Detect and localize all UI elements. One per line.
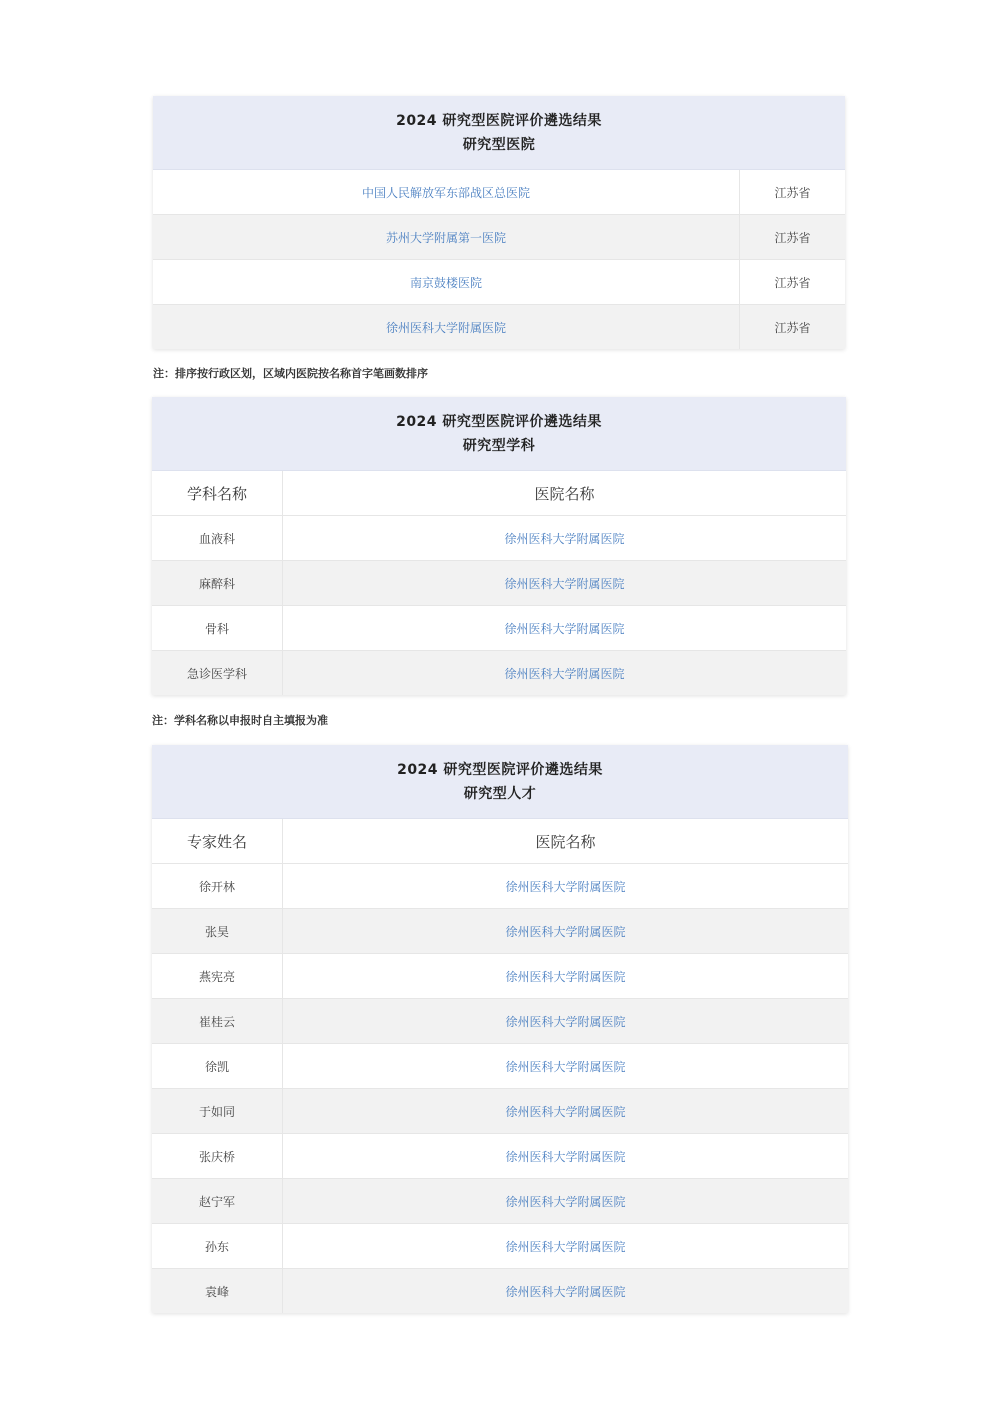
province-cell: 江苏省 xyxy=(739,170,845,214)
discipline-cell: 急诊医学科 xyxy=(186,666,247,681)
hospital-link[interactable]: 中国人民解放军东部战区总医院 xyxy=(361,185,530,200)
expert-name-cell: 崔桂云 xyxy=(198,1014,235,1029)
expert-name-cell: 张昊 xyxy=(204,924,229,939)
discipline-cell: 血液科 xyxy=(198,531,235,546)
hospital-link[interactable]: 徐州医科大学附属医院 xyxy=(385,320,506,335)
column-header-row xyxy=(152,471,846,516)
expert-name-cell: 孙东 xyxy=(204,1239,229,1254)
table-title: 2024 研究型医院评价遴选结果 xyxy=(396,413,602,430)
table-row xyxy=(152,1224,848,1269)
expert-name-cell: 赵宁军 xyxy=(198,1194,235,1209)
hospital-link[interactable]: 徐州医科大学附属医院 xyxy=(282,1269,848,1313)
hospital-link[interactable]: 徐州医科大学附属医院 xyxy=(282,1224,848,1268)
table-row xyxy=(152,516,846,561)
table-row xyxy=(152,651,846,695)
expert-name-cell: 燕宪亮 xyxy=(198,969,235,984)
expert-name-cell: 徐开林 xyxy=(198,879,235,894)
hospital-link[interactable]: 徐州医科大学附属医院 xyxy=(282,1134,848,1178)
expert-name-cell: 于如同 xyxy=(198,1104,235,1119)
hospital-link[interactable]: 苏州大学附属第一医院 xyxy=(385,230,506,245)
table-row xyxy=(153,215,845,260)
province-cell: 江苏省 xyxy=(739,305,845,349)
research-discipline-table xyxy=(152,397,846,695)
table-row xyxy=(152,1134,848,1179)
table-title: 2024 研究型医院评价遴选结果 xyxy=(397,761,603,778)
table-subtitle: 研究型人才 xyxy=(463,785,537,802)
expert-name-cell: 袁峰 xyxy=(204,1284,229,1299)
table-header xyxy=(152,397,846,471)
discipline-cell: 麻醉科 xyxy=(198,576,235,591)
column-header-row xyxy=(152,819,848,864)
table-row xyxy=(152,864,848,909)
hospital-link[interactable]: 徐州医科大学附属医院 xyxy=(282,999,848,1043)
table-header xyxy=(153,96,845,170)
expert-name-cell: 徐凯 xyxy=(204,1059,229,1074)
table-row xyxy=(153,260,845,305)
hospital-link[interactable]: 南京鼓楼医院 xyxy=(409,275,482,290)
table-header xyxy=(152,745,848,819)
table-row xyxy=(152,561,846,606)
table-row xyxy=(153,170,845,215)
hospital-link[interactable]: 徐州医科大学附属医院 xyxy=(282,516,846,560)
table-row xyxy=(152,954,848,999)
hospital-link[interactable]: 徐州医科大学附属医院 xyxy=(282,864,848,908)
table-row xyxy=(152,1044,848,1089)
expert-name-cell: 张庆桥 xyxy=(198,1149,235,1164)
table-title: 2024 研究型医院评价遴选结果 xyxy=(396,112,602,129)
column-header-expert: 专家姓名 xyxy=(186,832,247,851)
province-cell: 江苏省 xyxy=(739,215,845,259)
table-row xyxy=(152,1089,848,1134)
column-header-hospital: 医院名称 xyxy=(282,471,846,515)
hospital-link[interactable]: 徐州医科大学附属医院 xyxy=(282,954,848,998)
hospital-link[interactable]: 徐州医科大学附属医院 xyxy=(282,561,846,605)
hospital-link[interactable]: 徐州医科大学附属医院 xyxy=(282,1179,848,1223)
column-header-hospital: 医院名称 xyxy=(282,819,848,863)
table-row xyxy=(152,999,848,1044)
research-talent-table xyxy=(152,745,848,1313)
table-subtitle: 研究型学科 xyxy=(462,437,536,454)
research-hospital-table xyxy=(153,96,845,349)
table-row xyxy=(152,1179,848,1224)
table-note: 注：学科名称以申报时自主填报为准 xyxy=(152,714,328,727)
province-cell: 江苏省 xyxy=(739,260,845,304)
table-row xyxy=(152,606,846,651)
hospital-link[interactable]: 徐州医科大学附属医院 xyxy=(282,1044,848,1088)
table-row xyxy=(152,909,848,954)
table-subtitle: 研究型医院 xyxy=(462,136,536,153)
hospital-link[interactable]: 徐州医科大学附属医院 xyxy=(282,909,848,953)
table-row xyxy=(153,305,845,349)
table-row xyxy=(152,1269,848,1313)
table-note: 注：排序按行政区划，区域内医院按名称首字笔画数排序 xyxy=(153,367,428,380)
column-header-discipline: 学科名称 xyxy=(186,484,247,503)
hospital-link[interactable]: 徐州医科大学附属医院 xyxy=(282,651,846,695)
hospital-link[interactable]: 徐州医科大学附属医院 xyxy=(282,606,846,650)
discipline-cell: 骨科 xyxy=(204,621,229,636)
hospital-link[interactable]: 徐州医科大学附属医院 xyxy=(282,1089,848,1133)
